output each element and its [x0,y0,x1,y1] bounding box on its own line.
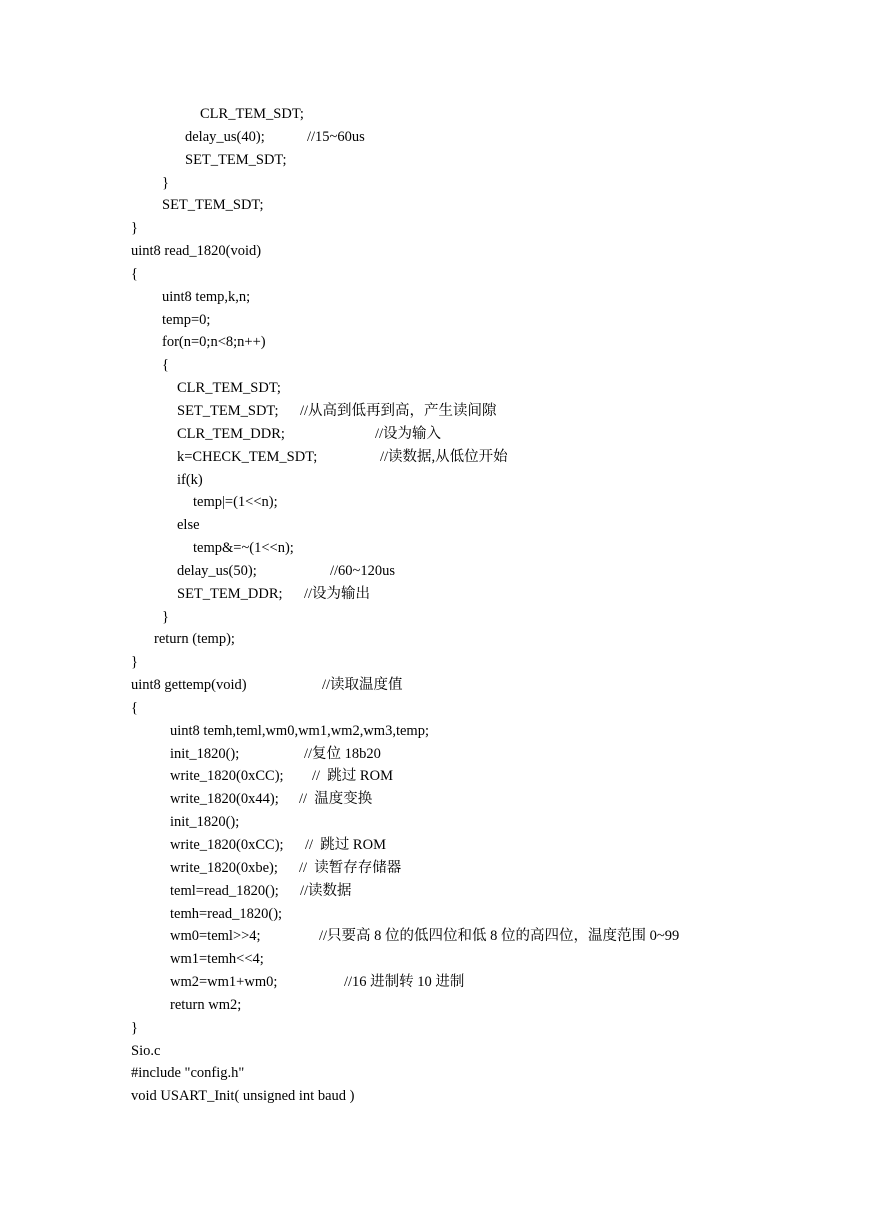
code-text: } [162,174,169,191]
code-text: wm2=wm1+wm0; [170,974,278,991]
code-line [0,1017,869,1040]
code-line [0,674,869,697]
code-comment: //设为输出 [304,585,371,602]
code-line [0,469,869,492]
code-text: uint8 temh,teml,wm0,wm1,wm2,wm3,temp; [170,722,429,739]
code-line [0,309,869,332]
code-line [0,994,869,1017]
code-line [0,537,869,560]
code-text: uint8 gettemp(void) [131,677,247,694]
code-line [0,857,869,880]
code-line [0,446,869,469]
code-comment: //复位 18b20 [304,745,381,762]
code-text: { [131,699,138,716]
code-line [0,971,869,994]
code-line [0,788,869,811]
code-text: CLR_TEM_SDT; [200,106,304,122]
code-text: temp|=(1<<n); [193,494,278,511]
code-line [0,925,869,948]
code-comment: //读数据 [300,882,352,899]
code-line [0,1085,869,1108]
code-text: write_1820(0xCC); [170,837,284,853]
code-line [0,217,869,240]
code-line [0,743,869,766]
code-text: SET_TEM_DDR; [177,585,283,602]
code-line [0,514,869,537]
code-text: write_1820(0xCC); [170,768,284,785]
code-line [0,948,869,971]
code-comment: //16 进制转 10 进制 [344,974,465,991]
code-line [0,240,869,263]
code-line [0,491,869,514]
code-line [0,194,869,217]
code-text: SET_TEM_SDT; [185,151,287,168]
code-line [0,331,869,354]
code-text: { [162,357,169,374]
code-text: if(k) [177,471,203,488]
code-text: return (temp); [154,631,235,648]
code-comment: //读数据,从低位开始 [380,448,508,465]
code-text: teml=read_1820(); [170,882,279,899]
code-comment: //读取温度值 [322,677,403,694]
code-text: #include "config.h" [131,1065,245,1082]
code-text: uint8 temp,k,n; [162,288,251,305]
code-line [0,354,869,377]
code-line [0,811,869,834]
code-text: } [131,654,138,671]
code-line [0,423,869,446]
code-text: wm0=teml>>4; [170,928,261,945]
code-line [0,765,869,788]
code-text: delay_us(40); [185,128,265,145]
code-text: delay_us(50); [177,562,257,579]
code-listing [0,103,869,1108]
code-text: init_1820(); [170,814,240,831]
code-text: CLR_TEM_SDT; [177,380,281,397]
code-text: write_1820(0x44); [170,791,279,808]
code-text: return wm2; [170,996,242,1013]
code-line [0,903,869,926]
code-line [0,400,869,423]
code-comment: //15~60us [307,128,365,145]
code-text: write_1820(0xbe); [170,859,278,876]
code-line [0,377,869,400]
code-text: { [131,265,138,282]
code-line [0,1062,869,1085]
code-text: } [131,220,138,237]
code-text: temh=read_1820(); [170,905,283,922]
code-text: k=CHECK_TEM_SDT; [177,448,318,465]
code-line [0,834,869,857]
code-line [0,126,869,149]
code-text: CLR_TEM_DDR; [177,425,285,442]
code-comment: // 跳过 ROM [305,837,386,853]
code-line [0,263,869,286]
code-line [0,286,869,309]
code-line [0,628,869,651]
code-text: } [131,1019,138,1036]
code-comment: //从高到低再到高，产生读间隙 [300,402,497,419]
code-line [0,1040,869,1063]
code-line [0,651,869,674]
code-text: Sio.c [131,1042,161,1059]
code-comment: // 温度变换 [299,791,373,808]
code-text: uint8 read_1820(void) [131,243,262,260]
code-text: void USART_Init( unsigned int baud ) [131,1088,355,1105]
code-text: for(n=0;n<8;n++) [162,334,266,351]
code-text: wm1=temh<<4; [170,951,264,968]
code-line [0,606,869,629]
code-line [0,697,869,720]
code-line [0,880,869,903]
code-line [0,720,869,743]
code-line [0,172,869,195]
code-text: SET_TEM_SDT; [162,197,264,214]
code-comment: // 跳过 ROM [312,768,393,785]
code-line [0,583,869,606]
code-text: temp=0; [162,311,211,328]
code-text: init_1820(); [170,745,240,762]
code-comment: // 读暂存存储器 [299,859,402,876]
code-comment: //60~120us [330,562,396,579]
code-text: temp&=~(1<<n); [193,540,294,557]
code-line [0,560,869,583]
code-text: } [162,608,169,625]
code-line [0,149,869,172]
code-comment: //设为输入 [375,425,442,442]
code-text: SET_TEM_SDT; [177,402,279,419]
code-comment: //只要高 8 位的低四位和低 8 位的高四位，温度范围 0~99 [319,928,680,945]
code-line [0,103,869,126]
code-text: else [177,517,200,534]
